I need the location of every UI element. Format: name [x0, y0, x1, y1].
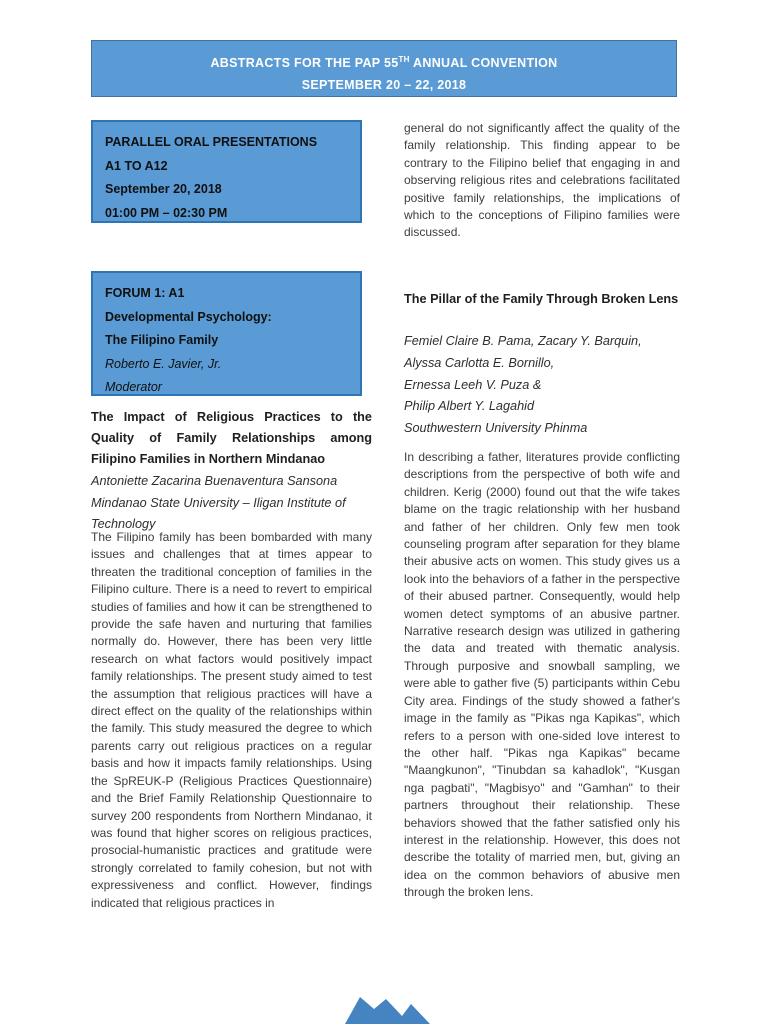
page-watermark-icon — [345, 994, 430, 1024]
abstract2-title: The Pillar of the Family Through Broken Lens — [404, 292, 679, 306]
abstract2-author-line: Alyssa Carlotta E. Bornillo, — [404, 355, 555, 370]
abstract2-affiliation: Southwestern University Phinma — [404, 421, 588, 436]
abstract1-authors — [91, 471, 372, 536]
banner-title-line: ABSTRACTS FOR THE PAP 55TH ANNUAL CONVENTION — [210, 55, 558, 71]
session-info-box — [91, 120, 362, 223]
abstract2-author-line: Ernessa Leeh V. Puza & — [404, 377, 542, 392]
abstract1-body-continuation: general do not significantly affect the quality of the family relationship. This finding appear to be contrary to the Filipino belief that engaging in and observing religious rites and celebrations facilitated positive family relationships, the implications of which to the conceptions of Filipino families were discussed. — [404, 121, 680, 240]
abstract2-author-line: Philip Albert Y. Lagahid — [404, 399, 535, 414]
abstract2-author-line: Femiel Claire B. Pama, Zacary Y. Barquin, — [404, 334, 642, 348]
session-line: PARALLEL ORAL PRESENTATIONS — [105, 135, 318, 149]
session-line: A1 TO A12 — [105, 158, 168, 173]
moderator-name: Roberto E. Javier, Jr. — [105, 356, 222, 371]
forum-line: Developmental Psychology: — [105, 309, 272, 324]
moderator-role: Moderator — [105, 380, 162, 394]
abstract1-affiliation: Mindanao State University – Iligan Institute of Technology — [91, 495, 346, 531]
session-line: September 20, 2018 — [105, 182, 222, 196]
abstract1-author-name: Antoniette Zacarina Buenaventura Sansona — [91, 474, 338, 488]
forum-line: The Filipino Family — [105, 333, 219, 347]
ordinal-superscript: TH — [398, 55, 410, 64]
abstract1-title: The Impact of Religious Practices to the Quality of Family Relationships among Filipino Families in Northern Mindanao — [91, 410, 372, 466]
forum-line: FORUM 1: A1 — [105, 286, 185, 300]
session-line: 01:00 PM – 02:30 PM — [105, 205, 228, 220]
forum-info-box — [91, 271, 362, 396]
abstract2-authors — [404, 331, 680, 440]
abstract1-body-left: The Filipino family has been bombarded with many issues and challenges that at times appear to threaten the traditional conception of families in the Filipino culture. There is a need to revert to empirical studies of families and how it can be strengthened to provide the safe haven and nurturing that families normally do. However, there has been very little research on what factors would positively impact family relationships. The present study aimed to test the assumption that religious practices will have a direct effect on the quality of the relationships within the family. This study measured the degree to which parents carry out religious practices on a regular basis and how it impacts family relationships. Using the SpREUK-P (Religious Practices Questionnaire) and the Brief Family Relationship Questionnaire to survey 200 respondents from Northern Mindanao, it was found that higher scores on religious practices, prosocial-humanistic practices and gratitude were strongly correlated to family cohesion, but not with expressiveness and conflict. However, findings indicated that religious practices in — [91, 530, 372, 910]
banner-date-line: SEPTEMBER 20 – 22, 2018 — [301, 78, 467, 93]
convention-banner — [91, 40, 677, 97]
abstract2-body: In describing a father, literatures provide conflicting descriptions from the perspective of both wife and children. Kerig (2000) found out that the wife takes blame on the tragic relationship with her husband and father of her children. Only few men took counseling program after separation for they blame their abusive acts on women. This study gives us a look into the behaviors of a father in the perspective of their abused partner. Consequently, would help women detect symptoms of an abusive partner. Narrative research design was utilized in gathering the data and treated with thematic analysis. Through purposive and snowball sampling, we were able to gather five (5) participants within Cebu City area. Findings of the study showed a father's image in the family as "Pikas nga Kapikas", which refers to a person with one-sided love interest to the other half. "Pikas nga Kapikas" became "Maangkunon", "Tinubdan sa kahadlok", "Kusgan nga pagbati", "Magbisyo" and "Gamhan" to their partners throughout their relationship. These behaviors showed that the father satisfied only his interest in the relationship. However, this does not describe the totality of married men, but, giving an idea on the common behaviors of abusive men through the broken lens. — [404, 450, 680, 900]
